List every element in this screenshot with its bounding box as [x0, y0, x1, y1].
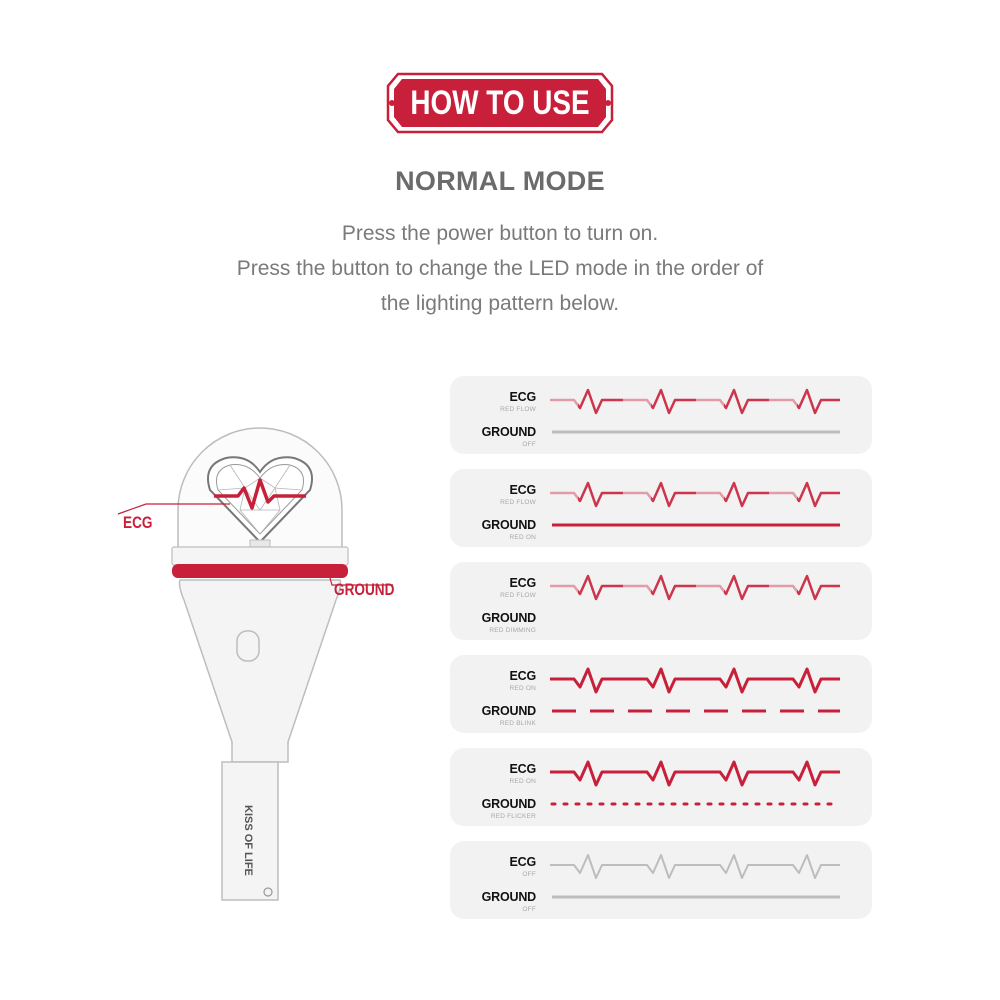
ecg-label: ECG: [509, 855, 536, 869]
ground-label: GROUND: [481, 704, 536, 718]
ecg-flow-fade: [696, 572, 724, 602]
ecg-label: ECG: [509, 390, 536, 404]
mode-title: NORMAL MODE: [395, 166, 605, 196]
pattern-graphic: [550, 469, 850, 547]
ground-state: OFF: [522, 441, 536, 448]
ground-state: RED FLICKER: [490, 813, 536, 820]
how-to-use-badge: HOW TO USE: [410, 83, 590, 122]
pattern-graphic: [550, 376, 850, 454]
ecg-flow-fade: [696, 479, 724, 509]
ecg-callout: ECG: [123, 513, 153, 532]
pattern-card: [450, 469, 872, 547]
ecg-state: RED FLOW: [500, 499, 536, 506]
pattern-card: [450, 655, 872, 733]
ecg-label: ECG: [509, 669, 536, 683]
instruction-line-2: Press the button to change the LED mode in the order of: [236, 257, 764, 280]
ecg-flow-fade: [769, 386, 797, 416]
ecg-flow-fade: [769, 572, 797, 602]
power-button-icon: [237, 631, 259, 661]
instruction-line-1: Press the power button to turn on.: [341, 222, 659, 245]
ecg-state: RED FLOW: [500, 406, 536, 413]
ground-state: OFF: [522, 906, 536, 913]
ecg-flow-fade: [623, 386, 651, 416]
ecg-label: ECG: [509, 483, 536, 497]
ground-label: GROUND: [481, 797, 536, 811]
instruction-line-3: the lighting pattern below.: [380, 292, 620, 315]
ecg-line-off: [550, 855, 840, 878]
ground-label: GROUND: [481, 518, 536, 532]
ground-state: RED DIMMING: [489, 627, 536, 634]
pattern-graphic: [550, 841, 850, 919]
handle-text: KISS OF LIFE: [242, 805, 254, 876]
ground-callout: GROUND: [334, 580, 395, 599]
ecg-state: RED ON: [509, 685, 536, 692]
ecg-state: RED ON: [509, 778, 536, 785]
pattern-card: [450, 376, 872, 454]
ecg-flow-fade: [550, 386, 578, 416]
ecg-label: ECG: [509, 576, 536, 590]
ground-state: RED BLINK: [499, 720, 536, 727]
ecg-state: OFF: [522, 871, 536, 878]
ecg-label: ECG: [509, 762, 536, 776]
ecg-flow-fade: [550, 572, 578, 602]
ecg-line-on: [550, 762, 840, 785]
ground-state: RED ON: [509, 534, 536, 541]
pattern-card: [450, 562, 872, 640]
instructions: [0, 216, 1000, 321]
handle-body: [180, 580, 341, 762]
pattern-graphic: [550, 655, 850, 733]
ecg-flow-fade: [550, 479, 578, 509]
ecg-state: RED FLOW: [500, 592, 536, 599]
ecg-flow-fade: [696, 386, 724, 416]
pattern-card: [450, 748, 872, 826]
lightstick-illustration: [110, 410, 410, 910]
ground-label: GROUND: [481, 890, 536, 904]
ground-label: GROUND: [481, 611, 536, 625]
ground-band: [172, 564, 348, 578]
collar: [172, 547, 348, 565]
ground-label: GROUND: [481, 425, 536, 439]
ecg-line-on: [550, 669, 840, 692]
pattern-graphic: [550, 562, 850, 640]
pattern-graphic: [550, 748, 850, 826]
ecg-flow-fade: [769, 479, 797, 509]
pattern-card: [450, 841, 872, 919]
ecg-flow-fade: [623, 572, 651, 602]
ecg-flow-fade: [623, 479, 651, 509]
